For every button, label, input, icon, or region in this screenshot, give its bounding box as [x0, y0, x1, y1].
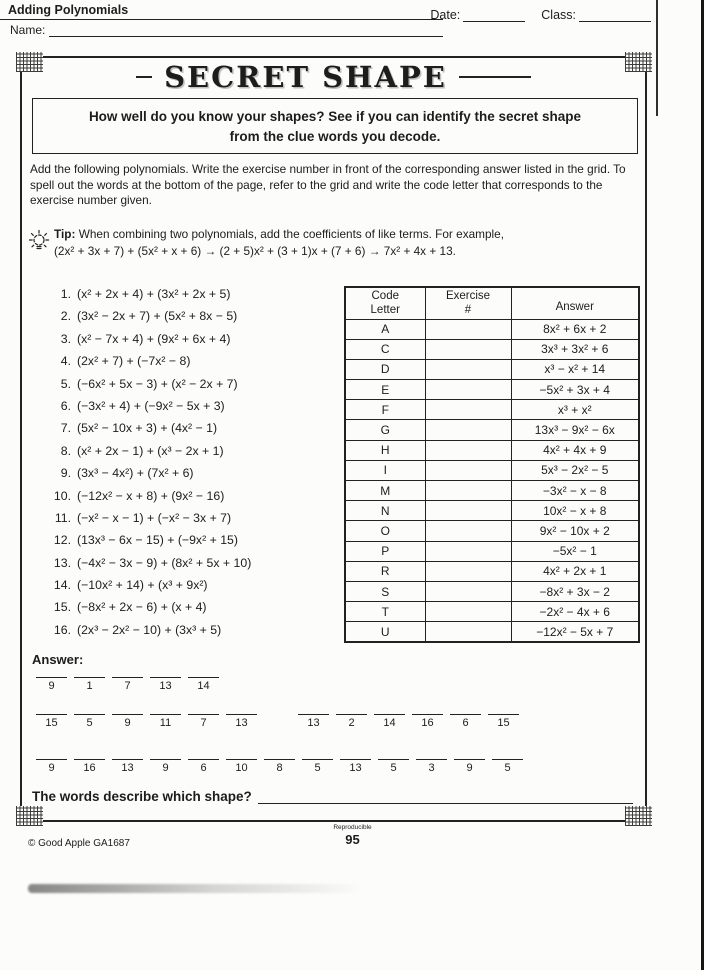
exercise-item — [44, 444, 251, 466]
exercise-number: 13. — [53, 555, 71, 570]
header-line: Code — [371, 289, 399, 302]
header-line: Letter — [370, 304, 400, 317]
exercise-expression: (3x³ − 4x²) + (7x² + 6) — [77, 466, 194, 481]
answer-blank: 11 — [150, 714, 181, 729]
date-blank-line — [463, 12, 525, 22]
answer-cell: 5x³ − 2x² − 5 — [511, 460, 639, 480]
exercise-item — [44, 600, 251, 622]
answer-cell: 4x² + 2x + 1 — [511, 561, 639, 581]
exercise-list — [44, 287, 251, 645]
code-table-row — [345, 581, 639, 601]
answer-blank: 9 — [150, 759, 181, 774]
answer-cell: 3x³ + 3x² + 6 — [511, 339, 639, 359]
class-blank-line — [579, 12, 651, 22]
code-letter-cell: U — [345, 622, 425, 642]
answer-cell: −12x² − 5x + 7 — [511, 622, 639, 642]
answer-header — [511, 287, 639, 319]
worksheet-frame — [20, 56, 647, 822]
code-letter-cell: I — [345, 460, 425, 480]
copyright: © Good Apple GA1687 — [28, 838, 130, 849]
intro-line1: How well do you know your shapes? See if you can identify the secret shape — [88, 109, 582, 124]
answer-cell: −2x² − 4x + 6 — [511, 602, 639, 622]
shape-question-row — [32, 789, 633, 804]
exercise-number: 14. — [53, 578, 71, 593]
corner-decoration-bottom-right — [625, 806, 652, 826]
answer-cell: 13x³ − 9x² − 6x — [511, 420, 639, 440]
exercise-number-cell — [425, 339, 511, 359]
date-field — [430, 8, 525, 22]
code-letter-cell: E — [345, 380, 425, 400]
name-row — [0, 23, 443, 37]
answer-cell: −8x² + 3x − 2 — [511, 581, 639, 601]
answer-cell: 10x² − x + 8 — [511, 501, 639, 521]
exercise-number-cell — [425, 400, 511, 420]
code-table-row — [345, 602, 639, 622]
answer-cell: −5x² + 3x + 4 — [511, 380, 639, 400]
answer-blank: 13 — [226, 714, 257, 729]
exercise-number-cell — [425, 541, 511, 561]
exercise-number-cell — [425, 521, 511, 541]
answer-blank: 9 — [36, 677, 67, 692]
answer-word — [36, 676, 226, 694]
answer-blank: 13 — [150, 677, 181, 692]
code-letter-cell: T — [345, 602, 425, 622]
code-letter-cell: R — [345, 561, 425, 581]
exercise-number-cell — [425, 460, 511, 480]
instructions-text: Add the following polynomials. Write the exercise number in front of the corresponding answer listed in the grid. To spell out the words at the bottom of the page, refer to the grid and write the code letter that corresponds to the exercise number given. — [30, 162, 626, 208]
answer-blank: 9 — [112, 714, 143, 729]
code-letter-cell: F — [345, 400, 425, 420]
code-table-row — [345, 359, 639, 379]
tip-body: When combining two polynomials, add the coefficients of like terms. For example, — [78, 227, 505, 241]
answer-row — [36, 713, 635, 731]
exercise-expression: (−3x² + 4) + (−9x² − 5x + 3) — [77, 398, 225, 413]
exercise-item — [44, 533, 251, 555]
exercise-number-cell — [425, 622, 511, 642]
exercise-item — [44, 556, 251, 578]
name-blank-line — [49, 25, 443, 37]
corner-decoration-bottom-left — [16, 806, 43, 826]
answer-cell: −3x² − x − 8 — [511, 481, 639, 501]
worksheet-title: Adding Polynomials — [0, 2, 443, 20]
exercise-number: 6. — [60, 398, 71, 413]
code-table-body — [345, 319, 639, 642]
tip-example: (2x² + 3x + 7) + (5x² + x + 6) → (2 + 5)x² + (3 + 1)x + (7 + 6) → 7x² + 4x + 13. — [54, 244, 456, 259]
exercise-item — [44, 332, 251, 354]
answer-row — [36, 758, 635, 776]
class-field — [541, 8, 651, 22]
exercise-number-cell — [425, 602, 511, 622]
exercise-expression: (−10x² + 14) + (x³ + 9x²) — [77, 578, 208, 593]
code-table-header-row — [345, 287, 639, 319]
exercise-item — [44, 309, 251, 331]
exercise-number-cell — [425, 319, 511, 339]
code-table-row — [345, 622, 639, 642]
exercise-expression: (−x² − x − 1) + (−x² − 3x + 7) — [77, 510, 232, 525]
code-table-row — [345, 481, 639, 501]
exercise-number: 2. — [60, 309, 71, 324]
answer-blank: 5 — [74, 714, 105, 729]
exercise-item — [44, 466, 251, 488]
answer-blank: 13 — [112, 759, 143, 774]
code-letter-cell: H — [345, 440, 425, 460]
answer-blank: 1 — [74, 677, 105, 692]
exercise-number: 10. — [53, 488, 71, 503]
title-rule-left — [136, 76, 152, 78]
answer-row — [36, 676, 635, 694]
code-letter-cell: S — [345, 581, 425, 601]
answer-blank: 2 — [336, 714, 367, 729]
answer-blank: 14 — [374, 714, 405, 729]
reproducible-label: Reproducible — [333, 824, 372, 831]
tip-text-block — [54, 226, 504, 260]
exercise-item — [44, 578, 251, 600]
answer-word — [298, 713, 526, 731]
header-line: Answer — [555, 301, 594, 314]
header-line: # — [464, 304, 472, 317]
lightbulb-icon — [27, 227, 54, 260]
exercise-item — [44, 623, 251, 645]
intro-box — [32, 98, 638, 154]
answer-blank: 15 — [488, 714, 519, 729]
answer-blank: 3 — [416, 759, 447, 774]
answer-blank: 9 — [454, 759, 485, 774]
exercise-item — [44, 511, 251, 533]
code-table-row — [345, 380, 639, 400]
answer-cell: x³ − x² + 14 — [511, 359, 639, 379]
exercise-number-cell — [425, 440, 511, 460]
exercise-expression: (x² + 2x + 4) + (3x² + 2x + 5) — [77, 287, 231, 301]
exercise-expression: (x² + 2x − 1) + (x³ − 2x + 1) — [77, 443, 224, 458]
code-table — [344, 286, 640, 643]
answer-cell: x³ + x² — [511, 400, 639, 420]
tip-section — [27, 226, 504, 260]
class-label: Class: — [541, 8, 576, 22]
answer-blank: 9 — [36, 759, 67, 774]
code-letter-cell: M — [345, 481, 425, 501]
exercise-number: 9. — [60, 466, 71, 481]
exercise-number: 7. — [60, 421, 71, 436]
exercise-number-cell — [425, 501, 511, 521]
exercise-expression: (−4x² − 3x − 9) + (8x² + 5x + 10) — [77, 555, 252, 570]
code-table-row — [345, 400, 639, 420]
exercise-item — [44, 489, 251, 511]
page-title: SECRET SHAPE — [164, 60, 447, 94]
exercise-number-cell — [425, 359, 511, 379]
exercise-expression: (13x³ − 6x − 15) + (−9x² + 15) — [77, 533, 238, 548]
exercise-expression: (2x² + 7) + (−7x² − 8) — [77, 354, 191, 369]
exercise-number: 4. — [60, 354, 71, 369]
code-letter-cell: D — [345, 359, 425, 379]
answer-word — [36, 713, 264, 731]
code-letter-cell: A — [345, 319, 425, 339]
exercise-expression: (2x³ − 2x² − 10) + (3x³ + 5) — [77, 622, 222, 637]
exercise-item — [44, 377, 251, 399]
exercise-number-cell — [425, 581, 511, 601]
exercise-number: 15. — [53, 600, 71, 615]
code-table-row — [345, 521, 639, 541]
code-table-row — [345, 420, 639, 440]
scan-artifact-line — [656, 0, 658, 116]
exercise-number-cell — [425, 380, 511, 400]
exercise-number-cell — [425, 420, 511, 440]
exercise-item — [44, 399, 251, 421]
code-letter-cell: C — [345, 339, 425, 359]
answer-cell: 4x² + 4x + 9 — [511, 440, 639, 460]
page-number: 95 — [345, 832, 360, 847]
code-letter-cell: O — [345, 521, 425, 541]
exercise-expression: (−12x² − x + 8) + (9x² − 16) — [77, 488, 225, 503]
header-left — [0, 2, 443, 37]
answer-blank: 5 — [492, 759, 523, 774]
title-rule-right — [459, 76, 531, 78]
header-line: Exercise — [445, 289, 491, 302]
answer-cell: −5x² − 1 — [511, 541, 639, 561]
exercise-expression: (3x² − 2x + 7) + (5x² + 8x − 5) — [77, 309, 238, 324]
answer-blank: 15 — [36, 714, 67, 729]
answer-blank: 8 — [264, 759, 295, 774]
shape-answer-line — [258, 791, 633, 804]
answer-blank: 5 — [302, 759, 333, 774]
shape-question: The words describe which shape? — [32, 789, 252, 804]
answer-blank: 16 — [412, 714, 443, 729]
exercise-number: 11. — [54, 510, 71, 525]
answer-cell: 8x² + 6x + 2 — [511, 319, 639, 339]
code-letter-header — [345, 287, 425, 319]
exercise-number-header — [425, 287, 511, 319]
exercise-number: 3. — [60, 331, 71, 346]
exercise-number: 1. — [60, 287, 71, 301]
name-label: Name: — [10, 23, 46, 37]
exercise-item — [44, 287, 251, 309]
exercise-expression: (−8x² + 2x − 6) + (x + 4) — [77, 600, 207, 615]
code-table-row — [345, 440, 639, 460]
header-right — [430, 8, 651, 22]
tip-label: Tip: — [54, 227, 76, 241]
scan-smudge — [28, 884, 363, 893]
exercise-number: 5. — [60, 376, 71, 391]
code-letter-cell: N — [345, 501, 425, 521]
code-table-row — [345, 339, 639, 359]
answer-blank: 14 — [188, 677, 219, 692]
answer-blank: 7 — [188, 714, 219, 729]
code-table-row — [345, 319, 639, 339]
code-table-row — [345, 561, 639, 581]
answer-blank: 16 — [74, 759, 105, 774]
code-letter-cell: P — [345, 541, 425, 561]
answer-blank: 13 — [340, 759, 371, 774]
code-table-row — [345, 541, 639, 561]
intro-line2: from the clue words you decode. — [229, 129, 441, 145]
answer-blank: 7 — [112, 677, 143, 692]
exercise-number: 8. — [60, 443, 71, 458]
answer-blank: 10 — [226, 759, 257, 774]
exercise-expression: (x² − 7x + 4) + (9x² + 6x + 4) — [77, 331, 231, 346]
exercise-number-cell — [425, 481, 511, 501]
exercise-item — [44, 421, 251, 443]
date-label: Date: — [430, 8, 461, 22]
answer-blank: 13 — [298, 714, 329, 729]
exercise-expression: (−6x² + 5x − 3) + (x² − 2x + 7) — [77, 376, 238, 391]
answer-blank: 6 — [450, 714, 481, 729]
code-table-row — [345, 460, 639, 480]
code-table-row — [345, 501, 639, 521]
title-row — [22, 60, 645, 94]
answer-label: Answer: — [32, 652, 84, 667]
tip-line1 — [54, 226, 504, 243]
answer-blank: 6 — [188, 759, 219, 774]
answer-cell: 9x² − 10x + 2 — [511, 521, 639, 541]
code-letter-cell: G — [345, 420, 425, 440]
answer-rows — [36, 676, 635, 795]
exercise-number: 12. — [53, 533, 71, 548]
exercise-expression: (5x² − 10x + 3) + (4x² − 1) — [77, 421, 218, 436]
exercise-number: 16. — [53, 622, 71, 637]
answer-word — [36, 758, 530, 776]
answer-blank: 5 — [378, 759, 409, 774]
exercise-item — [44, 354, 251, 376]
exercise-number-cell — [425, 561, 511, 581]
